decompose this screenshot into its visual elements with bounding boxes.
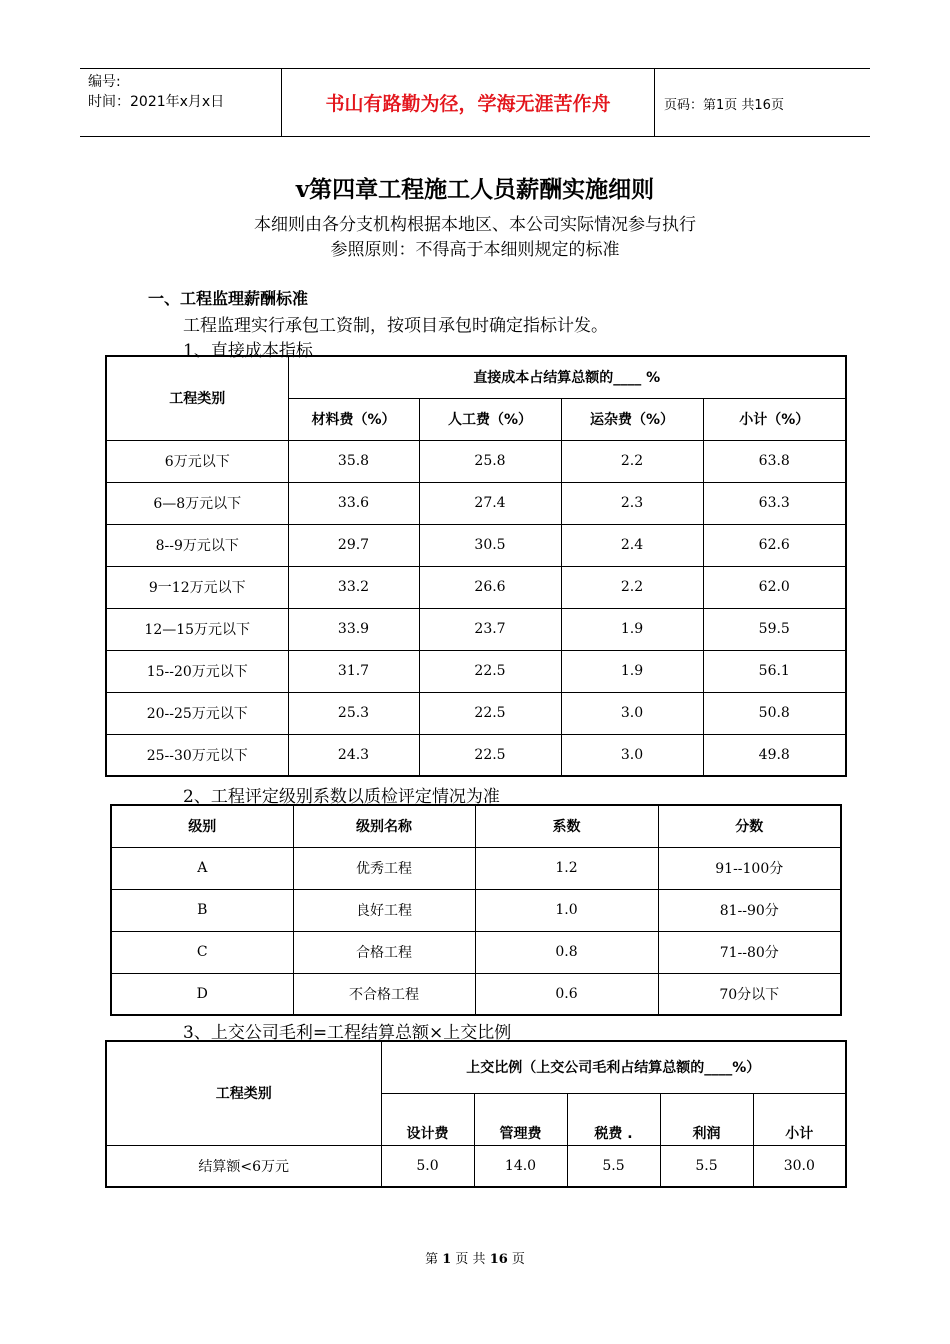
table1-cell: 29.7	[288, 524, 419, 566]
table2-row	[111, 889, 841, 931]
table1-cell: 33.6	[288, 482, 419, 524]
table2-cell: 70分以下	[658, 973, 841, 1015]
table2-cell: 1.0	[475, 889, 658, 931]
table1-cell: 8--9万元以下	[106, 524, 288, 566]
table1-cell: 6万元以下	[106, 440, 288, 482]
table2-cell: 良好工程	[293, 889, 475, 931]
table1-cell: 1.9	[561, 608, 703, 650]
section-heading: 一、工程监理薪酬标准	[148, 289, 309, 308]
table2-cell: 不合格工程	[293, 973, 475, 1015]
table1-cell: 30.5	[419, 524, 561, 566]
header-motto: 书山有路勤为径，学海无涯苦作舟	[325, 92, 611, 115]
table1-cell: 25--30万元以下	[106, 734, 288, 776]
table1-cell: 2.2	[561, 440, 703, 482]
table1-cell: 12—15万元以下	[106, 608, 288, 650]
table2-cell: 0.8	[475, 931, 658, 973]
table1-cell: 15--20万元以下	[106, 650, 288, 692]
number-label: 编号:	[88, 74, 121, 90]
table1-row	[106, 734, 846, 776]
table1-cell: 59.5	[703, 608, 846, 650]
table2-header-grade: 级别	[111, 805, 293, 847]
footer-total-pages: 16	[489, 1252, 508, 1267]
table1-cell: 2.2	[561, 566, 703, 608]
item-2-label: 2、工程评定级别系数以质检评定情况为准	[183, 787, 500, 807]
table3-header-tax: 税费 .	[567, 1093, 660, 1145]
table3-cell: 结算额<6万元	[106, 1145, 381, 1187]
subtitle-scope: 本细则由各分支机构根据本地区、本公司实际情况参与执行	[254, 215, 696, 235]
item-1-label: 1、直接成本指标	[183, 341, 313, 361]
item-3-label: 3、上交公司毛利=工程结算总额×上交比例	[183, 1023, 512, 1043]
table1-row	[106, 608, 846, 650]
table2-header-score: 分数	[658, 805, 841, 847]
table1-cell: 22.5	[419, 650, 561, 692]
table3-cell: 30.0	[753, 1145, 846, 1187]
subtitle-principle: 参照原则：不得高于本细则规定的标准	[330, 240, 620, 260]
header-page-info: 页码：第1页 共16页	[664, 98, 784, 113]
table1-cell: 62.6	[703, 524, 846, 566]
table2-cell: A	[111, 847, 293, 889]
grade-coefficient-table	[110, 804, 842, 1016]
table3-header-profit: 利润	[660, 1093, 753, 1145]
table1-header-category: 工程类别	[106, 356, 288, 440]
footer-mid: 页 共	[455, 1252, 486, 1267]
table1-cell: 22.5	[419, 692, 561, 734]
table1-cell: 20--25万元以下	[106, 692, 288, 734]
table1-row	[106, 482, 846, 524]
table3-header-subtotal: 小计	[753, 1093, 846, 1145]
table1-header-material: 材料费（%）	[288, 398, 419, 440]
table1-header-freight: 运杂费（%）	[561, 398, 703, 440]
table1-row	[106, 524, 846, 566]
table2-row	[111, 847, 841, 889]
direct-cost-table	[105, 355, 847, 777]
table1-cell: 63.3	[703, 482, 846, 524]
table2-cell: 优秀工程	[293, 847, 475, 889]
document-title: v第四章工程施工人员薪酬实施细则	[295, 176, 655, 203]
table1-cell: 3.0	[561, 692, 703, 734]
table1-cell: 24.3	[288, 734, 419, 776]
table1-cell: 25.8	[419, 440, 561, 482]
table2-cell: 0.6	[475, 973, 658, 1015]
table3-cell: 5.0	[381, 1145, 474, 1187]
table1-cell: 31.7	[288, 650, 419, 692]
table1-header-labor: 人工费（%）	[419, 398, 561, 440]
table1-cell: 1.9	[561, 650, 703, 692]
table1-cell: 27.4	[419, 482, 561, 524]
table3-header-group: 上交比例（上交公司毛利占结算总额的____%）	[381, 1041, 846, 1093]
footer-suffix: 页	[511, 1252, 525, 1267]
profit-share-table	[105, 1040, 847, 1188]
page-footer	[0, 1248, 950, 1267]
header-bottom-rule	[80, 136, 870, 137]
table2-row	[111, 973, 841, 1015]
table2-cell: B	[111, 889, 293, 931]
table1-cell: 33.2	[288, 566, 419, 608]
table1-cell: 3.0	[561, 734, 703, 776]
table3-header-design: 设计费	[381, 1093, 474, 1145]
table2-cell: 91--100分	[658, 847, 841, 889]
table2-cell: 71--80分	[658, 931, 841, 973]
footer-prefix: 第	[425, 1252, 439, 1267]
table1-cell: 50.8	[703, 692, 846, 734]
table2-cell: 81--90分	[658, 889, 841, 931]
table1-cell: 62.0	[703, 566, 846, 608]
table2-cell: D	[111, 973, 293, 1015]
table3-cell: 5.5	[660, 1145, 753, 1187]
time-label: 时间：2021年x月x日	[88, 94, 225, 110]
table1-row	[106, 650, 846, 692]
table1-header-subtotal: 小计（%）	[703, 398, 846, 440]
table1-cell: 6—8万元以下	[106, 482, 288, 524]
table1-row	[106, 440, 846, 482]
header-divider-right	[654, 68, 655, 136]
table1-cell: 23.7	[419, 608, 561, 650]
table1-cell: 35.8	[288, 440, 419, 482]
table1-cell: 49.8	[703, 734, 846, 776]
table2-header-grade-name: 级别名称	[293, 805, 475, 847]
table2-cell: 1.2	[475, 847, 658, 889]
footer-page-number: 1	[442, 1252, 452, 1267]
table1-cell: 9一12万元以下	[106, 566, 288, 608]
table1-row	[106, 692, 846, 734]
table1-cell: 63.8	[703, 440, 846, 482]
table1-cell: 25.3	[288, 692, 419, 734]
table1-cell: 2.4	[561, 524, 703, 566]
table1-cell: 33.9	[288, 608, 419, 650]
table3-row	[106, 1145, 846, 1187]
table1-cell: 26.6	[419, 566, 561, 608]
table1-cell: 56.1	[703, 650, 846, 692]
table1-header-group: 直接成本占结算总额的____ %	[288, 356, 846, 398]
table1-cell: 22.5	[419, 734, 561, 776]
table3-header-management: 管理费	[474, 1093, 567, 1145]
table1-row	[106, 566, 846, 608]
table2-header-coefficient: 系数	[475, 805, 658, 847]
table3-cell: 5.5	[567, 1145, 660, 1187]
table2-cell: 合格工程	[293, 931, 475, 973]
table2-cell: C	[111, 931, 293, 973]
table1-cell: 2.3	[561, 482, 703, 524]
table3-header-category: 工程类别	[106, 1041, 381, 1145]
section-intro: 工程监理实行承包工资制，按项目承包时确定指标计发。	[183, 316, 608, 336]
header-meta	[88, 72, 224, 112]
table2-row	[111, 931, 841, 973]
table3-cell: 14.0	[474, 1145, 567, 1187]
